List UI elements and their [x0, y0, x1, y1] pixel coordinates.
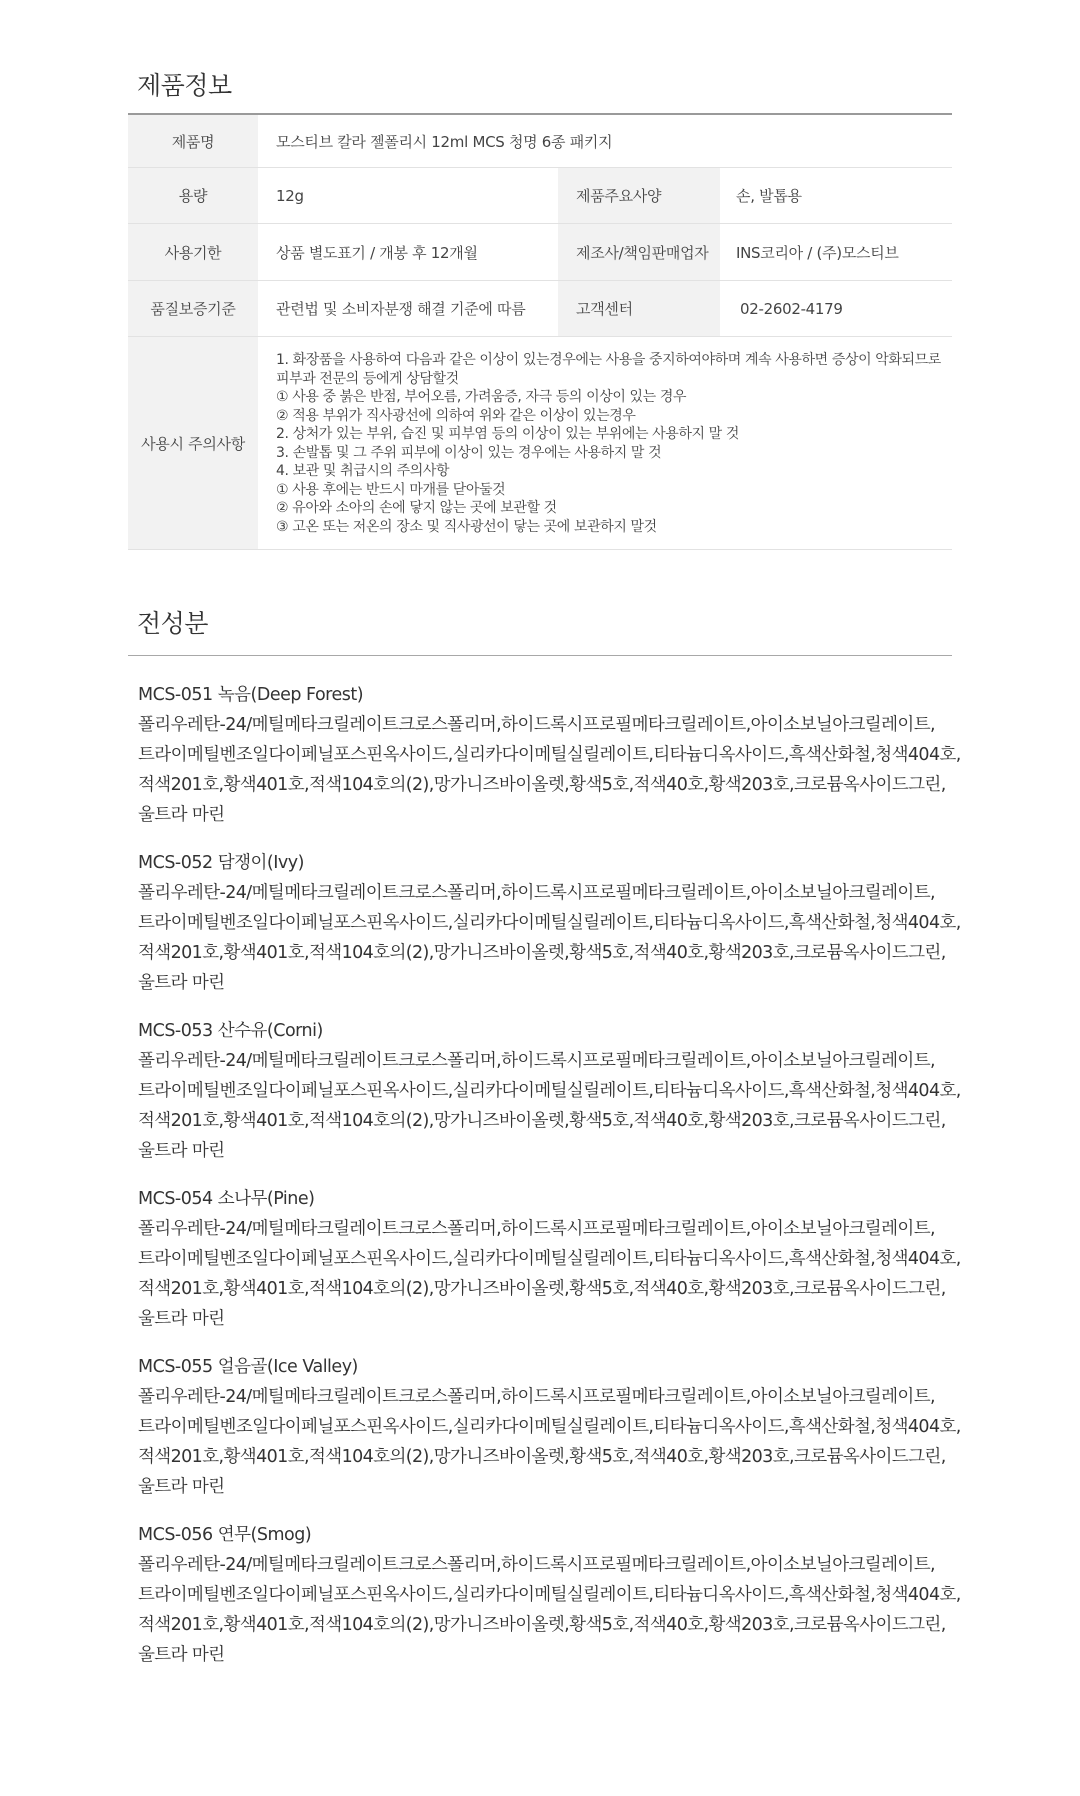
cautions-label: 사용시 주의사항: [128, 337, 258, 549]
table-row-cautions: [128, 337, 952, 550]
ingredient-line: 폴리우레탄-24/메틸메타크릴레이트크로스폴리머,하이드록시프로필메타크릴레이트,아이소보닐아크릴레이트,: [138, 715, 935, 735]
ingredient-line: 울트라 마린: [138, 1477, 225, 1497]
caution-line: ① 사용 중 붉은 반점, 부어오름, 가려움증, 자극 등의 이상이 있는 경우: [276, 389, 687, 405]
ingredient-line: 폴리우레탄-24/메틸메타크릴레이트크로스폴리머,하이드록시프로필메타크릴레이트,아이소보닐아크릴레이트,: [138, 1387, 935, 1407]
ingredient-line: 적색201호,황색401호,적색104호의(2),망가니즈바이올렛,황색5호,적색40호,황색203호,크로뮴옥사이드그린,: [138, 943, 946, 963]
table-row: [128, 224, 952, 281]
row-value-2: 손, 발톱용: [736, 187, 802, 205]
ingredient-line: 폴리우레탄-24/메틸메타크릴레이트크로스폴리머,하이드록시프로필메타크릴레이트,아이소보닐아크릴레이트,: [138, 883, 935, 903]
ingredient-line: 적색201호,황색401호,적색104호의(2),망가니즈바이올렛,황색5호,적색40호,황색203호,크로뮴옥사이드그린,: [138, 1111, 946, 1131]
ingredients-divider: [128, 655, 952, 656]
ingredient-line: 트라이메틸벤조일다이페닐포스핀옥사이드,실리카다이메틸실릴레이트,티타늄디옥사이드,흑색산화철,청색404호,: [138, 1417, 961, 1437]
list-item: [138, 1016, 968, 1166]
row-label: 품질보증기준: [128, 281, 258, 336]
row-label: 용량: [128, 168, 258, 223]
product-info-title: 제품정보: [137, 71, 232, 100]
ingredient-line: 적색201호,황색401호,적색104호의(2),망가니즈바이올렛,황색5호,적색40호,황색203호,크로뮴옥사이드그린,: [138, 1279, 946, 1299]
list-item: [138, 848, 968, 998]
ingredients-list: [138, 680, 968, 1688]
row-value: 12g: [276, 186, 304, 205]
row-value: 상품 별도표기 / 개봉 후 12개월: [276, 243, 478, 262]
ingredient-line: 트라이메틸벤조일다이페닐포스핀옥사이드,실리카다이메틸실릴레이트,티타늄디옥사이드,흑색산화철,청색404호,: [138, 1249, 961, 1269]
row-value-2: 02-2602-4179: [740, 299, 843, 318]
list-item: [138, 1352, 968, 1502]
ingredient-line: 울트라 마린: [138, 1141, 225, 1161]
ingredient-line: 트라이메틸벤조일다이페닐포스핀옥사이드,실리카다이메틸실릴레이트,티타늄디옥사이드,흑색산화철,청색404호,: [138, 1585, 961, 1605]
ingredient-line: 폴리우레탄-24/메틸메타크릴레이트크로스폴리머,하이드록시프로필메타크릴레이트,아이소보닐아크릴레이트,: [138, 1219, 935, 1239]
caution-line: ② 유아와 소아의 손에 닿지 않는 곳에 보관할 것: [276, 500, 557, 516]
ingredient-name: MCS-055 얼음골(Ice Valley): [138, 1357, 358, 1377]
cautions-text: [276, 351, 946, 536]
ingredient-line: 울트라 마린: [138, 973, 225, 993]
ingredient-line: 울트라 마린: [138, 1645, 225, 1665]
ingredient-line: 울트라 마린: [138, 1309, 225, 1329]
row-value-2: INS코리아 / (주)모스티브: [736, 243, 899, 262]
list-item: [138, 680, 968, 830]
ingredient-name: MCS-054 소나무(Pine): [138, 1189, 315, 1209]
row-label: 제품명: [128, 115, 258, 167]
ingredients-title: 전성분: [137, 609, 208, 638]
ingredient-name: MCS-053 산수유(Corni): [138, 1021, 323, 1041]
list-item: [138, 1184, 968, 1334]
caution-line: 3. 손발톱 및 그 주위 피부에 이상이 있는 경우에는 사용하지 말 것: [276, 444, 662, 461]
row-label-2: 제품주요사양: [558, 168, 720, 223]
ingredient-line: 폴리우레탄-24/메틸메타크릴레이트크로스폴리머,하이드록시프로필메타크릴레이트,아이소보닐아크릴레이트,: [138, 1555, 935, 1575]
ingredient-line: 적색201호,황색401호,적색104호의(2),망가니즈바이올렛,황색5호,적색40호,황색203호,크로뮴옥사이드그린,: [138, 775, 946, 795]
ingredient-line: 트라이메틸벤조일다이페닐포스핀옥사이드,실리카다이메틸실릴레이트,티타늄디옥사이드,흑색산화철,청색404호,: [138, 745, 961, 765]
ingredient-line: 적색201호,황색401호,적색104호의(2),망가니즈바이올렛,황색5호,적색40호,황색203호,크로뮴옥사이드그린,: [138, 1615, 946, 1635]
caution-line: 피부과 전문의 등에게 상담할것: [276, 370, 459, 387]
ingredient-name: MCS-056 연무(Smog): [138, 1525, 312, 1545]
table-row: [128, 168, 952, 224]
row-value: 관련법 및 소비자분쟁 해결 기준에 따름: [276, 300, 526, 318]
caution-line: 2. 상처가 있는 부위, 습진 및 피부염 등의 이상이 있는 부위에는 사용하지 말 것: [276, 426, 739, 442]
row-label-2: 제조사/책임판매업자: [558, 224, 720, 280]
caution-line: ② 적용 부위가 직사광선에 의하여 위와 같은 이상이 있는경우: [276, 407, 636, 424]
caution-line: ① 사용 후에는 반드시 마개를 닫아둘것: [276, 481, 506, 498]
row-label: 사용기한: [128, 224, 258, 280]
table-row: [128, 115, 952, 168]
ingredient-name: MCS-051 녹음(Deep Forest): [138, 685, 364, 705]
ingredient-line: 트라이메틸벤조일다이페닐포스핀옥사이드,실리카다이메틸실릴레이트,티타늄디옥사이드,흑색산화철,청색404호,: [138, 1081, 961, 1101]
list-item: [138, 1520, 968, 1670]
ingredient-line: 트라이메틸벤조일다이페닐포스핀옥사이드,실리카다이메틸실릴레이트,티타늄디옥사이드,흑색산화철,청색404호,: [138, 913, 961, 933]
caution-line: ③ 고온 또는 저온의 장소 및 직사광선이 닿는 곳에 보관하지 말것: [276, 518, 657, 535]
row-label-2: 고객센터: [558, 281, 720, 336]
row-value: 모스티브 칼라 젤폴리시 12ml MCS 청명 6종 패키지: [276, 132, 613, 151]
table-row: [128, 281, 952, 337]
ingredient-name: MCS-052 담쟁이(Ivy): [138, 853, 304, 873]
caution-line: 4. 보관 및 취급시의 주의사항: [276, 463, 450, 479]
caution-line: 1. 화장품을 사용하여 다음과 같은 이상이 있는경우에는 사용을 중지하여야하며 계속 사용하면 증상이 악화되므로: [276, 352, 941, 368]
ingredient-line: 울트라 마린: [138, 805, 225, 825]
ingredient-line: 폴리우레탄-24/메틸메타크릴레이트크로스폴리머,하이드록시프로필메타크릴레이트,아이소보닐아크릴레이트,: [138, 1051, 935, 1071]
ingredient-line: 적색201호,황색401호,적색104호의(2),망가니즈바이올렛,황색5호,적색40호,황색203호,크로뮴옥사이드그린,: [138, 1447, 946, 1467]
